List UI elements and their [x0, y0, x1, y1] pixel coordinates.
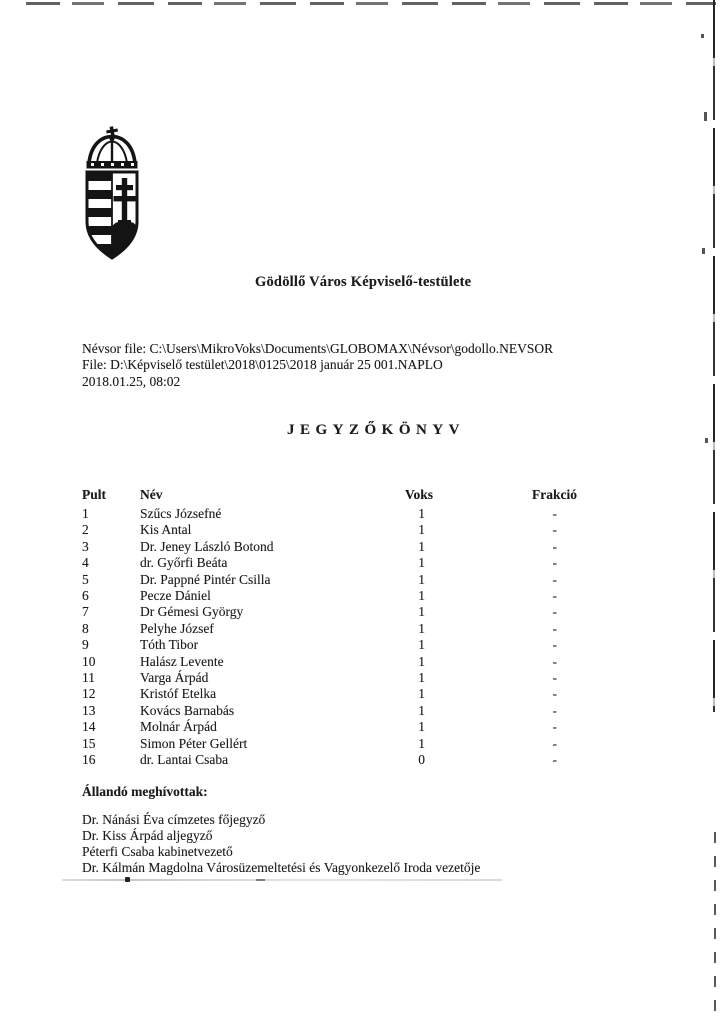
roster-row [82, 555, 577, 571]
cell-pult: 13 [82, 702, 96, 718]
cell-frakcio: - [552, 571, 557, 587]
scan-artifact-top-line [26, 2, 716, 5]
datetime-line: 2018.01.25, 08:02 [82, 373, 181, 389]
scan-artifact-right-line-lower [714, 832, 716, 1022]
cell-frakcio: - [552, 588, 557, 604]
cell-pult: 2 [82, 522, 89, 538]
cell-pult: 7 [82, 604, 89, 620]
cell-voks: 1 [418, 604, 425, 620]
scan-speck [125, 877, 130, 882]
cell-name: Pecze Dániel [140, 588, 211, 604]
cell-frakcio: - [552, 653, 557, 669]
cell-name: Molnár Árpád [140, 719, 217, 735]
cell-frakcio: - [552, 670, 557, 686]
cell-frakcio: - [552, 506, 557, 521]
scan-speck [701, 34, 704, 38]
scan-speck [256, 879, 265, 881]
cell-pult: 6 [82, 588, 89, 604]
roster-row [82, 621, 577, 637]
cell-voks: 1 [418, 555, 425, 571]
roster-row [82, 752, 577, 768]
invitee-line: Péterfi Csaba kabinetvezető [82, 843, 233, 859]
cell-pult: 10 [82, 653, 96, 669]
roster-table [82, 487, 577, 769]
invitees-list [82, 812, 480, 876]
roster-row [82, 506, 577, 522]
cell-frakcio: - [552, 752, 557, 768]
cell-voks: 1 [418, 538, 425, 554]
cell-voks: 1 [418, 571, 425, 587]
invitee-line: Dr. Kálmán Magdolna Városüzemeltetési és Vagyonkezelő Iroda vezetője [82, 859, 481, 875]
cell-pult: 14 [82, 719, 96, 735]
cell-voks: 1 [418, 620, 425, 636]
cell-voks: 1 [418, 506, 425, 521]
roster-row [82, 604, 577, 620]
column-header-voks: Voks [404, 487, 433, 502]
cell-name: Dr. Jeney László Botond [140, 538, 274, 554]
cell-voks: 1 [418, 735, 425, 751]
scan-artifact-right-line [713, 0, 715, 712]
cell-frakcio: - [552, 637, 557, 653]
roster-row [82, 686, 577, 702]
column-header-frakcio: Frakció [532, 487, 577, 502]
cell-name: Simon Péter Gellért [140, 735, 248, 751]
cell-voks: 1 [418, 670, 425, 686]
cell-frakcio: - [552, 702, 557, 718]
roster-row [82, 572, 577, 588]
cell-voks: 1 [418, 719, 425, 735]
cell-name: Tóth Tibor [140, 637, 199, 653]
cell-voks: 1 [418, 702, 425, 718]
roster-row [82, 670, 577, 686]
cell-voks: 1 [418, 588, 425, 604]
cell-voks: 1 [418, 686, 425, 702]
cell-pult: 3 [82, 538, 89, 554]
cell-frakcio: - [552, 604, 557, 620]
cell-name: Kis Antal [140, 522, 192, 538]
cell-pult: 9 [82, 637, 89, 653]
cell-pult: 5 [82, 571, 89, 587]
cell-frakcio: - [552, 719, 557, 735]
roster-row [82, 719, 577, 735]
scan-speck [705, 438, 708, 443]
roster-body [82, 506, 577, 769]
cell-name: Halász Levente [140, 653, 224, 669]
invitees-heading: Állandó meghívottak: [82, 784, 208, 799]
roster-header-row [82, 487, 577, 506]
organization-title: Gödöllő Város Képviselő-testülete [255, 274, 472, 290]
cell-name: Kristóf Etelka [140, 686, 217, 702]
hungarian-coat-of-arms-icon [79, 126, 147, 262]
invitee-line: Dr. Kiss Árpád aljegyző [82, 827, 213, 843]
roster-row [82, 522, 577, 538]
cell-name: dr. Győrfi Beáta [140, 555, 228, 571]
column-header-pult: Pult [82, 487, 107, 502]
invitee-line: Dr. Nánási Éva címzetes főjegyző [82, 812, 266, 827]
cell-name: Pelyhe József [140, 620, 214, 636]
roster-row [82, 588, 577, 604]
roster-row [82, 654, 577, 670]
cell-frakcio: - [552, 555, 557, 571]
cell-pult: 4 [82, 555, 89, 571]
file-metadata-block [82, 341, 553, 390]
cell-pult: 8 [82, 620, 89, 636]
scan-speck [704, 112, 707, 121]
cell-voks: 1 [418, 522, 425, 538]
cell-name: Varga Árpád [140, 670, 209, 686]
cell-name: Szűcs Józsefné [140, 506, 222, 521]
cell-pult: 16 [82, 752, 96, 768]
cell-name: dr. Lantai Csaba [140, 752, 229, 768]
cell-pult: 12 [82, 686, 96, 702]
roster-row [82, 637, 577, 653]
cell-frakcio: - [552, 522, 557, 538]
roster-row [82, 539, 577, 555]
document-title: JEGYZŐKÖNYV [287, 422, 466, 438]
cell-pult: 1 [82, 506, 89, 521]
cell-pult: 15 [82, 735, 96, 751]
cell-name: Dr Gémesi György [140, 604, 244, 620]
roster-row [82, 736, 577, 752]
cell-voks: 1 [418, 653, 425, 669]
naplo-file-line: File: D:\Képviselő testület\2018\0125\2018 január 25 001.NAPLO [82, 357, 443, 373]
cell-name: Dr. Pappné Pintér Csilla [140, 571, 271, 587]
scan-speck [702, 248, 705, 254]
cell-voks: 1 [418, 637, 425, 653]
nevsor-file-line: Névsor file: C:\Users\MikroVoks\Documents\GLOBOMAX\Névsor\godollo.NEVSOR [82, 341, 554, 356]
cell-frakcio: - [552, 686, 557, 702]
column-header-nev: Név [140, 487, 163, 502]
cell-frakcio: - [552, 735, 557, 751]
roster-row [82, 703, 577, 719]
cell-name: Kovács Barnabás [140, 702, 235, 718]
cell-frakcio: - [552, 538, 557, 554]
cell-frakcio: - [552, 620, 557, 636]
cell-voks: 0 [418, 752, 425, 768]
cell-pult: 11 [82, 670, 95, 686]
